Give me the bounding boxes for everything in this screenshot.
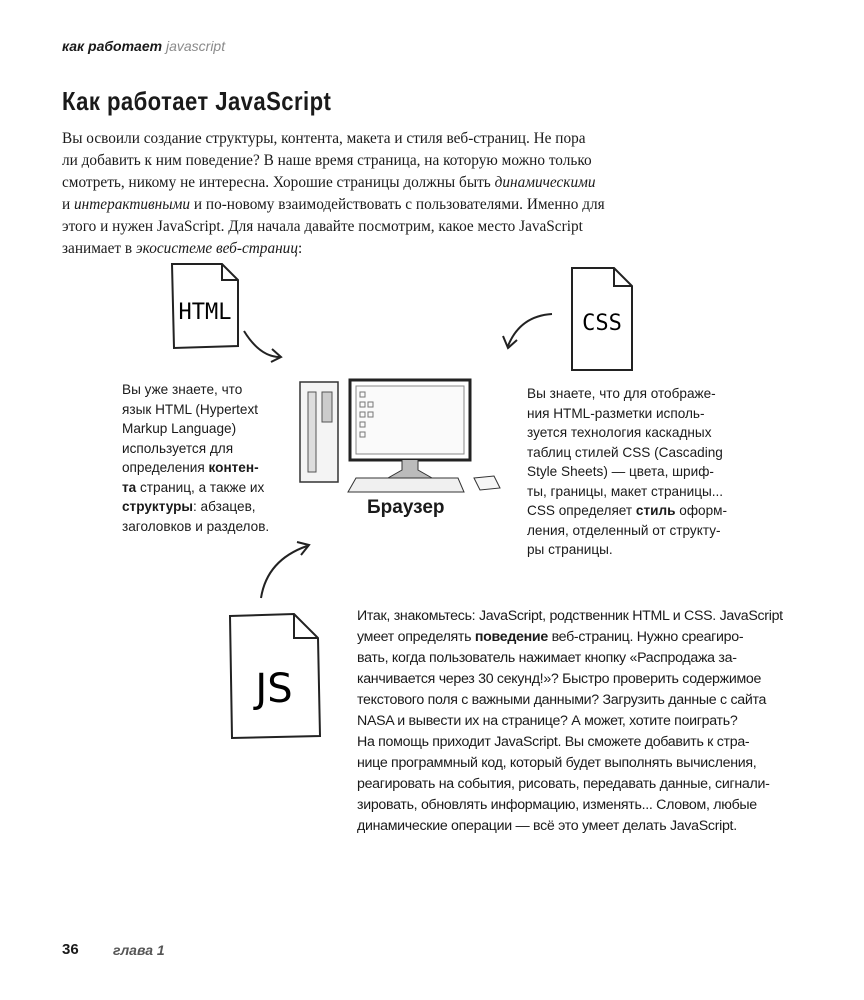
css-doc-label: CSS: [582, 311, 622, 336]
text-segment: ния HTML-разметки исполь-: [527, 405, 705, 421]
text-segment: ры страницы.: [527, 542, 613, 557]
text-line: [527, 482, 727, 502]
css-document-icon: [570, 266, 640, 376]
js-document-icon: [228, 612, 328, 742]
running-head-bold: как работает: [62, 38, 163, 54]
text-segment: NASA и вывести их на странице? А может, хотите поиграть?: [357, 713, 738, 729]
text-line: [357, 627, 783, 648]
text-line: [62, 128, 792, 150]
text-segment: CSS определяет: [527, 503, 636, 518]
html-document-icon: [170, 262, 250, 352]
text-segment: динамические операции — всё это умеет делать JavaScript.: [357, 818, 737, 834]
page-title: Как работает JavaScript: [62, 86, 332, 116]
text-segment: Markup Language): [122, 421, 237, 436]
html-doc-label: HTML: [178, 300, 232, 325]
bold-text: контен-: [208, 460, 259, 475]
text-segment: На помощь приходит JavaScript. Вы сможете добавить к стра-: [357, 734, 750, 750]
text-line: [357, 690, 783, 711]
text-line: [122, 380, 269, 400]
text-segment: вать, когда пользователь нажимает кнопку «Распродажа за-: [357, 650, 737, 666]
text-segment: : абзацев,: [193, 499, 256, 514]
text-line: [62, 238, 792, 260]
text-segment: ты, границы, макет страницы...: [527, 483, 724, 499]
text-line: [62, 172, 792, 194]
text-line: [62, 194, 792, 216]
text-line: [527, 540, 727, 560]
text-segment: оформ-: [675, 503, 728, 518]
text-segment: и по-новому взаимодействовать с пользователями. Именно для: [190, 196, 605, 213]
text-segment: текстового поля с важными данными? Загрузить данные с сайта: [357, 692, 767, 708]
running-head-light: javascript: [165, 38, 226, 54]
text-line: [62, 216, 792, 238]
text-segment: Итак, знакомьтесь: JavaScript, родственник HTML и CSS. JavaScript: [357, 608, 783, 624]
text-line: [527, 404, 727, 424]
text-segment: умеет определять: [357, 629, 475, 645]
text-segment: нице программный код, который будет выполнять вычисления,: [357, 755, 757, 771]
text-segment: и: [62, 196, 75, 213]
bold-text: структуры: [122, 499, 193, 514]
text-line: [357, 816, 783, 837]
javascript-description: [357, 606, 783, 837]
text-line: [122, 517, 269, 537]
text-segment: Style Sheets) — цвета, шриф-: [527, 464, 714, 479]
text-line: [527, 443, 727, 463]
text-segment: зуется технология каскадных: [527, 425, 712, 440]
css-description: [527, 384, 727, 560]
text-line: [527, 384, 727, 404]
text-segment: веб-страниц. Нужно среагиро-: [547, 629, 744, 645]
text-line: [357, 669, 783, 690]
js-doc-label: JS: [255, 666, 293, 712]
browser-label: Браузер: [367, 497, 445, 518]
text-line: [357, 732, 783, 753]
text-line: [527, 462, 727, 482]
text-segment: Вы освоили создание структуры, контента, макета и стиля веб-страниц. Не пора: [62, 130, 586, 147]
page-number: 36: [62, 941, 79, 958]
text-line: [122, 497, 269, 517]
text-segment: зировать, обновлять информацию, изменять... Словом, любые: [357, 797, 757, 813]
text-line: [62, 150, 792, 172]
text-line: [122, 419, 269, 439]
text-segment: занимает в: [62, 240, 136, 257]
arrow-icon: [255, 538, 315, 603]
text-line: [122, 400, 269, 420]
text-segment: ли добавить к ним поведение? В наше время страница, на которую можно только: [62, 152, 592, 169]
text-segment: реагировать на события, рисовать, передавать данные, сигнали-: [357, 776, 770, 792]
text-segment: используется для: [122, 440, 234, 456]
text-line: [357, 753, 783, 774]
text-line: [357, 606, 783, 627]
text-line: [357, 795, 783, 816]
html-description: [122, 380, 269, 536]
text-line: [357, 711, 783, 732]
arrow-icon: [240, 325, 290, 365]
text-segment: язык HTML (Hypertext: [122, 401, 259, 417]
text-segment: :: [297, 240, 303, 257]
italic-text: экосистеме веб-страниц: [135, 240, 298, 257]
text-line: [527, 501, 727, 521]
text-segment: этого и нужен JavaScript. Для начала давайте посмотрим, какое место JavaScript: [62, 218, 583, 235]
bold-text: та: [122, 479, 137, 495]
text-line: [527, 521, 727, 541]
running-head: [62, 38, 225, 54]
text-line: [122, 439, 269, 459]
italic-text: интерактивными: [74, 196, 191, 213]
text-segment: страниц, а также их: [136, 479, 265, 495]
text-line: [357, 774, 783, 795]
italic-text: динамическими: [494, 174, 596, 191]
intro-paragraph: [62, 128, 792, 260]
computer-illustration: [298, 378, 528, 498]
text-line: [357, 648, 783, 669]
text-line: [122, 478, 269, 498]
text-segment: ления, отделенный от структу-: [527, 522, 721, 538]
text-line: [122, 458, 269, 478]
text-segment: определения: [122, 460, 209, 475]
text-segment: смотреть, никому не интересна. Хорошие страницы должны быть: [62, 174, 495, 191]
text-line: [527, 423, 727, 443]
bold-text: поведение: [474, 629, 548, 645]
text-segment: канчивается через 30 секунд!»? Быстро проверить содержимое: [357, 671, 762, 687]
arrow-icon: [500, 310, 560, 360]
text-segment: заголовков и разделов.: [122, 518, 270, 534]
text-segment: Вы знаете, что для отображе-: [527, 386, 716, 401]
chapter-label: глава 1: [113, 942, 165, 958]
text-segment: Вы уже знаете, что: [122, 382, 243, 397]
bold-text: стиль: [635, 503, 676, 518]
text-segment: таблиц стилей CSS (Cascading: [527, 444, 723, 460]
